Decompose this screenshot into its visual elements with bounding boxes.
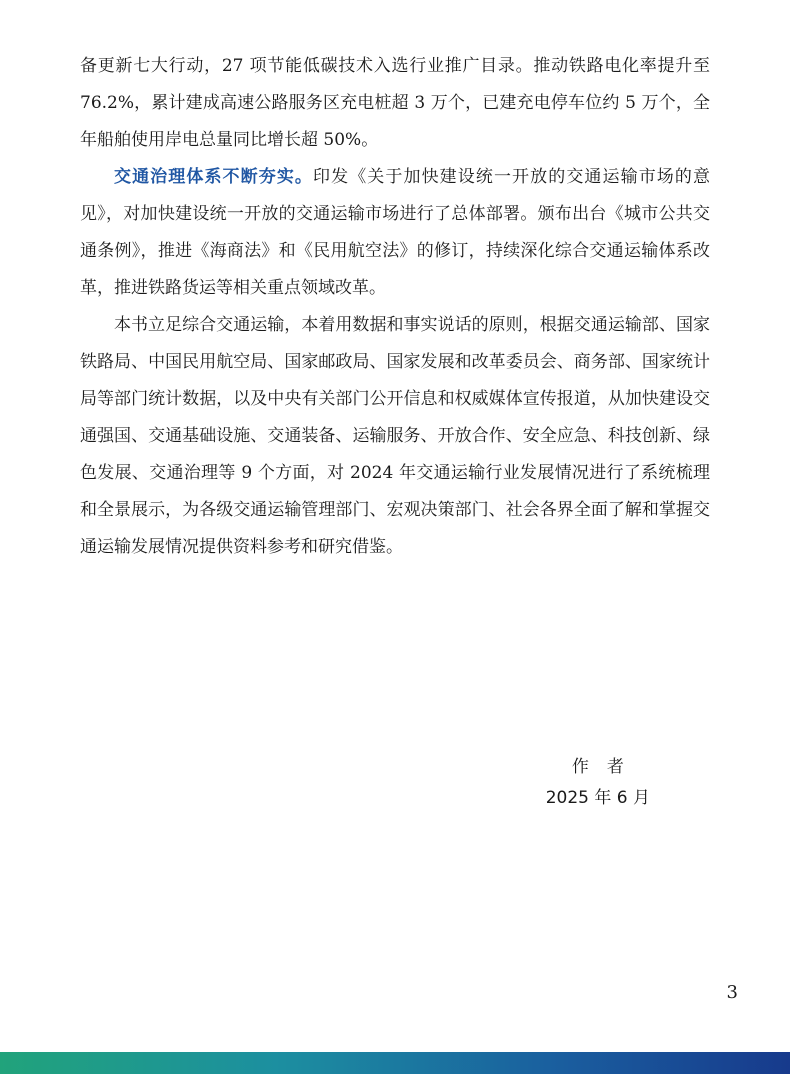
paragraph-green-development-continued: 备更新七大行动，27 项节能低碳技术入选行业推广目录。推动铁路电化率提升至 76.2%，累计建成高速公路服务区充电桩超 3 万个，已建充电停车位约 5 万个，全年船舶使用岸电总量同比增长超 50%。: [80, 56, 710, 150]
governance-body: 印发《关于加快建设统一开放的交通运输市场的意见》，对加快建设统一开放的交通运输市场进行了总体部署。颁布出台《城市公共交通条例》，推进《海商法》和《民用航空法》的修订，持续深化综合交通运输体系改革，推进铁路货运等相关重点领域改革。: [80, 167, 710, 298]
signature-date: 2025 年 6 月: [545, 788, 650, 808]
paragraph-governance: [80, 159, 710, 307]
signature-author: 作者: [571, 757, 642, 777]
paragraph-book-purpose: 本书立足综合交通运输，本着用数据和事实说话的原则，根据交通运输部、国家铁路局、中国民用航空局、国家邮政局、国家发展和改革委员会、商务部、国家统计局等部门统计数据，以及中央有关部门公开信息和权威媒体宣传报道，从加快建设交通强国、交通基础设施、交通装备、运输服务、开放合作、安全应急、科技创新、绿色发展、交通治理等 9 个方面，对 2024 年交通运输行业发展情况进行了系统梳理和全景展示，为各级交通运输管理部门、宏观决策部门、社会各界全面了解和掌握交通运输发展情况提供资料参考和研究借鉴。: [80, 315, 710, 557]
page-number: 3: [726, 982, 738, 1003]
governance-heading: 交通治理体系不断夯实。: [114, 167, 314, 187]
footer-gradient-bar: [0, 1052, 790, 1074]
signature-block: [546, 752, 650, 814]
document-body: [80, 48, 710, 566]
